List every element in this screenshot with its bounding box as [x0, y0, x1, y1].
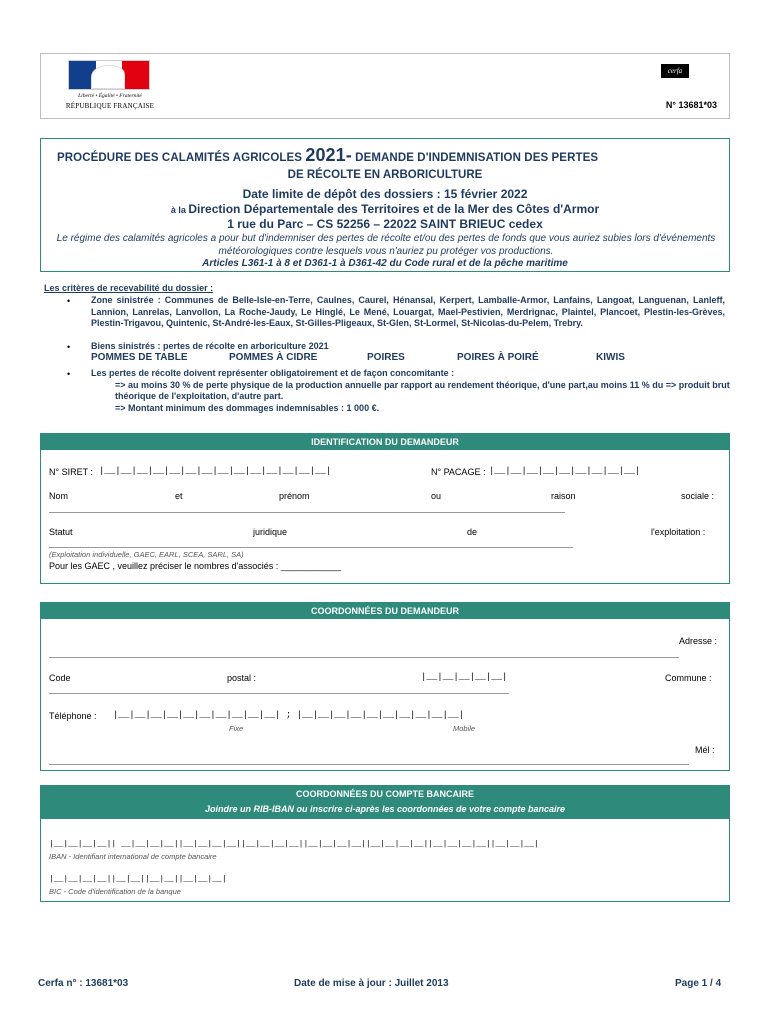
- footer-page-number: Page 1 / 4: [675, 978, 722, 989]
- bullet: •: [67, 369, 71, 379]
- name-label-word: raison: [551, 491, 576, 501]
- procedure-title-line2: DE RÉCOLTE EN ARBORICULTURE: [287, 169, 483, 181]
- bank-section: [40, 785, 730, 902]
- recipient-address: 1 rue du Parc – CS 52256 – 22022 SAINT BRIEUC cedex: [227, 217, 543, 231]
- address-input-line[interactable]: [49, 657, 679, 658]
- requirement-intro: Les pertes de récolte doivent représenter obligatoirement et de façon concomitante :: [91, 368, 455, 378]
- fruit-item: POMMES DE TABLE: [91, 352, 188, 363]
- regime-description: Le régime des calamités agricoles a pour but d'indemniser des pertes de récolte et/ou des pertes de fonds que vous auriez subies lors d'événements météorologiques contre lesquels vous n'auriez pu protéger vos productions.: [56, 233, 716, 257]
- procedure-title: PROCÉDURE DES CALAMITÉS AGRICOLES 2021- DEMANDE D'INDEMNISATION DES PERTES: [57, 145, 599, 165]
- criteria-title: Les critères de recevabilité du dossier :: [44, 283, 214, 293]
- coordinates-header: COORDONNÉES DU DEMANDEUR: [41, 603, 729, 619]
- statut-label-word: juridique: [253, 527, 288, 537]
- requirement-1: => au moins 30 % de perte physique de la production annuelle par rapport au rendement théorique, d'une part,au moins 11 % du => produit brut théorique de l'exploitation, d'autre part.: [115, 379, 730, 401]
- criteria-biens: Biens sinistrés : pertes de récolte en arboriculture 2021: [91, 341, 329, 351]
- postal-code-input[interactable]: |__|__|__|__|__|: [421, 672, 508, 682]
- name-label-word: ou: [431, 491, 442, 501]
- name-label-word: sociale :: [681, 491, 715, 501]
- postal-code-label-word: postal :: [227, 673, 257, 683]
- bullet: •: [67, 342, 71, 352]
- procedure-box: [40, 138, 730, 272]
- coordinates-section: [40, 602, 730, 771]
- statut-label-word: de: [467, 527, 478, 537]
- statut-label-word: Statut: [49, 527, 73, 537]
- email-input-line[interactable]: [49, 764, 689, 765]
- bic-note: BIC - Code d'identification de la banque: [49, 887, 181, 896]
- name-label-word: Nom: [49, 491, 69, 501]
- header-box: [40, 53, 730, 119]
- deadline: Date limite de dépôt des dossiers : 15 février 2022: [242, 187, 528, 201]
- commune-label: Commune :: [665, 673, 712, 683]
- fruit-list: [91, 352, 731, 366]
- fruit-item: POIRES: [367, 352, 405, 363]
- footer-cerfa: Cerfa n° : 13681*03: [38, 978, 129, 989]
- commune-input-line[interactable]: [49, 693, 509, 694]
- footer-update-date: Date de mise à jour : Juillet 2013: [294, 978, 449, 989]
- marianne-flag-icon: [68, 60, 150, 90]
- recipient-org: à la Direction Départementale des Territoires et de la Mer des Côtes d'Armor: [170, 202, 600, 216]
- iban-note: IBAN - Identifiant international de compte bancaire: [49, 852, 217, 861]
- criteria-zone: Zone sinistrée : Communes de Belle-Isle-en-Terre, Caulnes, Caurel, Hénansal, Kerpert, Lamballe-Armor, Lanfains, Langoat, Languenan, Lanleff, Lannion, Lanrelas, Lanvollon, La Roche-Jaudy, Le Hinglé, Le Mené, Louargat, Mael-Pestivien, Merdrignac, Plaintel, Plancoet, Plestin-les-Grèves, Plestin-Trigavou, Quintenic, St-André-les-Eaux, St-Gilles-Pligeaux, St-Glen, St-Lormel, St-Nicolas-du-Pelem, Trebry.: [91, 295, 725, 328]
- form-number: N° 13681*03: [665, 100, 717, 110]
- siret-input[interactable]: |__|__|__|__|__|__|__|__|__|__|__|__|__|__|: [99, 466, 332, 476]
- statut-input-line[interactable]: [49, 547, 573, 548]
- statut-label-word: l'exploitation :: [651, 527, 706, 537]
- email-label: Mél :: [695, 745, 715, 755]
- name-label-word: et: [175, 491, 183, 501]
- cerfa-logo: cerfa: [661, 64, 689, 78]
- name-label-word: prénom: [279, 491, 310, 501]
- legal-articles: Articles L361-1 à 8 et D361-1 à D361-42 du Code rural et de la pêche maritime: [202, 258, 568, 269]
- statut-note: (Exploitation individuelle, GAEC, EARL, SCEA, SARL, SA): [49, 550, 244, 559]
- iban-input[interactable]: |__|__|__|__|| __|__|__|__||__|__|__|__||__|__|__|__||__|__|__|__||__|__|__|__||__|__|__|__||__|__|__|: [49, 840, 539, 849]
- republic-logo: [58, 58, 162, 116]
- name-input-line[interactable]: [49, 512, 565, 513]
- siret-label: N° SIRET :: [49, 467, 93, 477]
- address-label: Adresse :: [679, 636, 718, 646]
- mobile-note: Mobile: [453, 724, 476, 733]
- requirements: [91, 368, 731, 414]
- identification-header: IDENTIFICATION DU DEMANDEUR: [41, 434, 729, 450]
- fruit-item: POIRES À POIRÉ: [457, 352, 539, 363]
- pacage-label: N° PACAGE :: [431, 467, 486, 477]
- fruit-item: KIWIS: [596, 352, 625, 363]
- bic-input[interactable]: |__|__|__|__||__|__||__|__||__|__|__|: [49, 875, 227, 884]
- pacage-input[interactable]: |__|__|__|__|__|__|__|__|__|: [489, 466, 641, 476]
- requirement-2: => Montant minimum des dommages indemnisables : 1 000 €.: [115, 402, 380, 413]
- identification-section: [40, 433, 730, 584]
- republic-motto: Liberté • Égalité • Fraternité: [78, 93, 142, 99]
- republic-name: RÉPUBLIQUE FRANÇAISE: [65, 102, 155, 110]
- bank-header: COORDONNÉES DU COMPTE BANCAIRE: [41, 786, 729, 802]
- gaec-associates-field[interactable]: Pour les GAEC , veuillez préciser le nombres d'associés : ____________: [49, 561, 341, 571]
- telephone-input[interactable]: |__|__|__|__|__|__|__|__|__|__| ; |__|__|__|__|__|__|__|__|__|__|: [113, 710, 465, 720]
- fruit-item: POMMES À CIDRE: [229, 352, 318, 363]
- telephone-label: Téléphone :: [49, 711, 97, 721]
- postal-code-label-word: Code: [49, 673, 71, 683]
- bank-subheader: Joindre un RIB-IBAN ou inscrire ci-après les coordonnées de votre compte bancaire: [41, 802, 729, 819]
- bullet: •: [67, 296, 71, 306]
- fixe-note: Fixe: [229, 724, 244, 733]
